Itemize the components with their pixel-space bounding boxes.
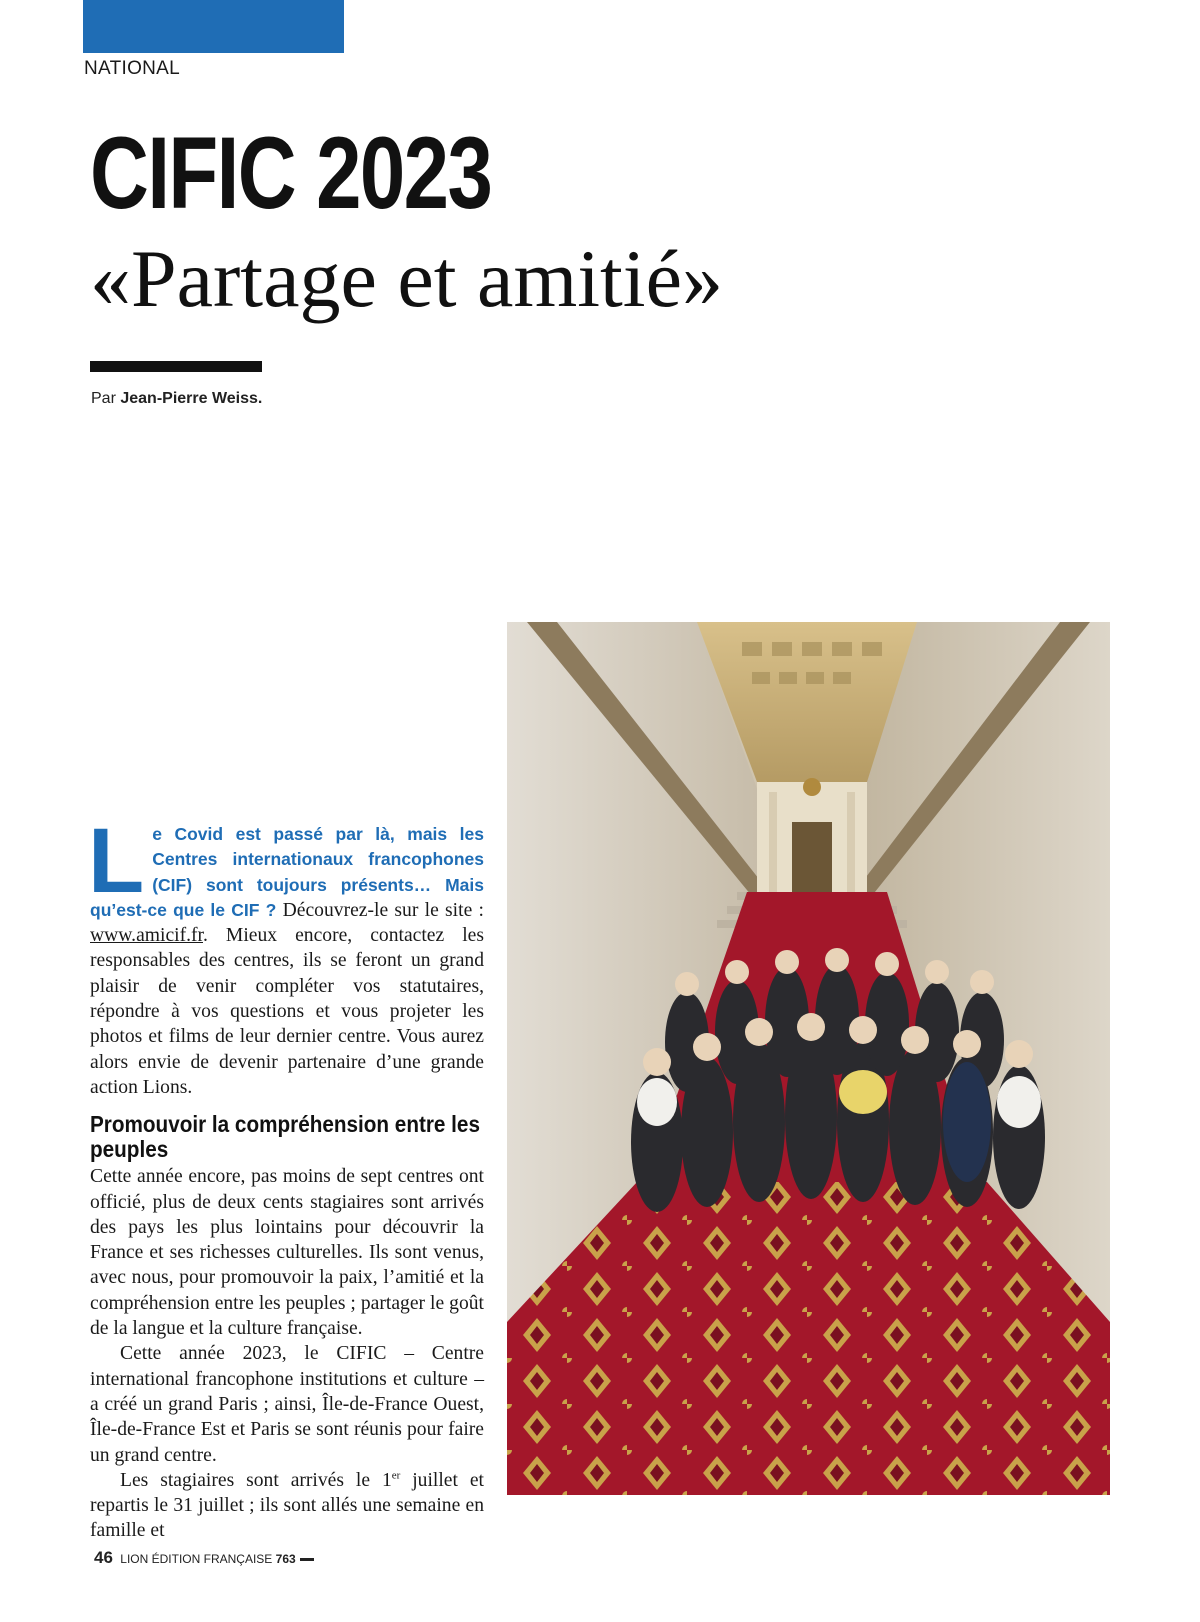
page-number: 46 bbox=[94, 1548, 113, 1567]
article-title: CIFIC 2023 bbox=[90, 116, 492, 230]
lead-text: e Covid est passé par là, mais les Centres internationaux francophones (CIF) sont toujours présents… Mais qu’est-ce que le CIF ? bbox=[90, 824, 484, 920]
body-text: Les stagiaires sont arrivés le 1 bbox=[120, 1469, 392, 1491]
issue-number: 763 bbox=[275, 1552, 296, 1566]
section-color-bar bbox=[83, 0, 344, 53]
ordinal-superscript: er bbox=[391, 1469, 401, 1482]
body-paragraph bbox=[90, 1468, 484, 1544]
intro-text: Découvrez-le sur le site : bbox=[282, 899, 484, 921]
article-subtitle: «Partage et amitié» bbox=[90, 233, 723, 324]
website-link[interactable]: www.amicif.fr bbox=[90, 925, 203, 947]
publication-name: LION ÉDITION FRANÇAISE bbox=[120, 1552, 273, 1566]
section-label: NATIONAL bbox=[84, 58, 181, 79]
group-photo bbox=[507, 622, 1110, 1495]
byline-author: Jean-Pierre Weiss. bbox=[120, 390, 263, 407]
section-subhead: Promouvoir la compréhension entre les peuples bbox=[90, 1111, 480, 1163]
article-body bbox=[88, 810, 484, 1544]
drop-cap: L bbox=[88, 810, 145, 912]
intro-text-continued: . Mieux encore, contactez les responsables des centres, ils se feront un grand plaisir de venir compléter vos statutaires, répondre à vos questions et vous projeter les photos et films de leur dernier centre. Vous aurez alors envie de devenir partenaire d’une grande action Lions. bbox=[90, 925, 484, 1098]
body-paragraph: Cette année 2023, le CIFIC – Centre international francophone institutions et culture – a créé un grand Paris ; ainsi, Île-de-France Ouest, Île-de-France Est et Paris se sont réunis pour faire un grand centre. bbox=[90, 1343, 484, 1466]
footer-dash bbox=[300, 1558, 314, 1561]
byline-prefix: Par bbox=[91, 390, 116, 407]
body-paragraph: Cette année encore, pas moins de sept centres ont officié, plus de deux cents stagiaires sont arrivés des pays les plus lointains pour découvrir la France et ses richesses culturelles. Ils sont venus, avec nous, pour promouvoir la paix, l’amitié et la compréhension entre les peuples ; partager le goût de la langue et la culture française. bbox=[90, 1166, 484, 1340]
title-rule bbox=[90, 361, 262, 372]
byline bbox=[91, 390, 262, 408]
page-footer bbox=[94, 1548, 314, 1568]
body-text: juillet et repartis le 31 juillet ; ils sont allés une semaine en famille et bbox=[90, 1469, 484, 1542]
intro-paragraph bbox=[88, 810, 484, 1100]
